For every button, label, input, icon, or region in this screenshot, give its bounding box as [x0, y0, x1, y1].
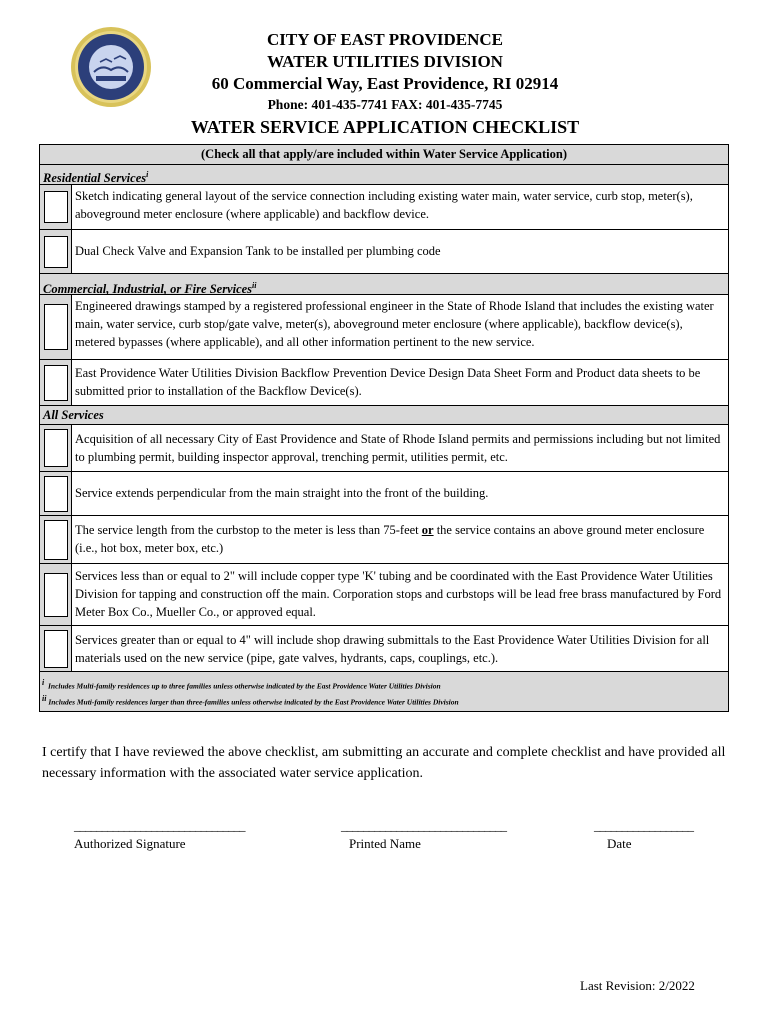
checklist-item-text: Services greater than or equal to 4" will include shop drawing submittals to the East Providence Water Utilities Division for all materials used on the new service (pipe, gate valves, hydrants, caps, couplings, etc.).	[75, 633, 710, 665]
checkbox-cell	[40, 564, 72, 625]
checkbox[interactable]	[44, 573, 68, 617]
checkbox-cell	[40, 626, 72, 671]
section-residential	[40, 165, 728, 185]
checkbox[interactable]	[44, 236, 68, 268]
section-label: Commercial, Industrial, or Fire Services	[43, 282, 253, 297]
checklist-row	[40, 295, 728, 360]
footnote-mark: i	[146, 170, 149, 179]
checkbox[interactable]	[44, 429, 68, 467]
checklist-item-text: Dual Check Valve and Expansion Tank to be installed per plumbing code	[75, 244, 441, 258]
signature-line[interactable]: _______________________________	[74, 818, 245, 833]
checkbox-cell	[40, 230, 72, 273]
city-name: CITY OF EAST PROVIDENCE	[267, 30, 503, 49]
checkbox-cell	[40, 425, 72, 471]
checklist-instructions: (Check all that apply/are included within Water Service Application)	[40, 145, 728, 165]
section-label: Residential Services	[43, 171, 147, 186]
checklist-item-text: The service length from the curbstop to the meter is less than 75-feet or the service contains an above ground meter enclosure (i.e., hot box, meter box, etc.)	[75, 523, 705, 555]
checkbox-cell	[40, 360, 72, 405]
checklist-row	[40, 185, 728, 230]
checkbox-cell	[40, 516, 72, 563]
printed-name-line[interactable]: ______________________________	[341, 818, 506, 833]
city-seal-icon	[70, 26, 152, 108]
section-label: All Services	[43, 408, 104, 422]
checklist-item-text: East Providence Water Utilities Division Backflow Prevention Device Design Data Sheet Form and Product data sheets to be submitted prior to installation of the Backflow Device(s).	[75, 366, 701, 398]
checklist-item-text: Services less than or equal to 2" will include copper type 'K' tubing and be coordinated with the East Providence Water Utilities Division for tapping and construction off the main. Corporation stops and curbstops will be lead free brass manufactured by Ford Meter Box Co., Mueller Co., or approved equal.	[75, 569, 722, 619]
date-line[interactable]: __________________	[594, 818, 693, 833]
checklist-row	[40, 472, 728, 516]
section-commercial	[40, 274, 728, 295]
address: 60 Commercial Way, East Providence, RI 02914	[211, 74, 559, 93]
checklist-item-text: Service extends perpendicular from the main straight into the front of the building.	[75, 486, 489, 500]
footnote: $^i$ Includes Multi-family residences up to three families unless otherwise indicated by the East Providence Water Utilities Division	[42, 678, 441, 691]
phone-fax: Phone: 401-435-7741 FAX: 401-435-7745	[267, 97, 503, 112]
checklist-row	[40, 230, 728, 274]
footnote-mark: ii	[252, 281, 257, 290]
checklist-row	[40, 626, 728, 672]
printed-name-label: Printed Name	[349, 836, 421, 851]
checklist-row	[40, 516, 728, 564]
checkbox-cell	[40, 185, 72, 229]
page-title: WATER SERVICE APPLICATION CHECKLIST	[190, 117, 580, 137]
checklist-item-text: Engineered drawings stamped by a registered professional engineer in the State of Rhode Island that includes the existing water main, water service, curb stop/gate valve, meter(s), aboveground meter enclosure (where applicable), backflow device(s), metered bypasses (where applicable), and all other information pertinent to the new service.	[75, 299, 714, 349]
last-revision: Last Revision: 2/2022	[580, 978, 695, 993]
signature-label: Authorized Signature	[74, 836, 186, 851]
checklist-row	[40, 425, 728, 472]
checkbox[interactable]	[44, 365, 68, 401]
emphasis-or: or	[421, 523, 434, 537]
checklist-row	[40, 360, 728, 406]
checkbox[interactable]	[44, 630, 68, 668]
checkbox-cell	[40, 472, 72, 515]
checklist-item-text: Acquisition of all necessary City of East Providence and State of Rhode Island permits and permissions including but not limited to plumbing permit, building inspector approval, trenching permit, utilities permit, etc.	[75, 432, 721, 464]
division-name: WATER UTILITIES DIVISION	[267, 52, 503, 71]
certification-statement: I certify that I have reviewed the above checklist, am submitting an accurate and complete checklist and have provided all necessary information with the associated water service application.	[42, 745, 726, 781]
footnotes	[40, 672, 728, 711]
checkbox-cell	[40, 295, 72, 359]
checkbox[interactable]	[44, 191, 68, 223]
checklist-table	[39, 144, 729, 712]
checkbox[interactable]	[44, 476, 68, 512]
checkbox[interactable]	[44, 304, 68, 350]
checkbox[interactable]	[44, 520, 68, 560]
section-all-services	[40, 406, 728, 425]
checklist-item-text: Sketch indicating general layout of the service connection including existing water main, water service, curb stop, meter(s), aboveground meter enclosure (where applicable) and backflow device.	[75, 189, 693, 221]
date-label: Date	[607, 836, 632, 851]
checklist-row	[40, 564, 728, 626]
footnote: $^{ii}$ Includes Muti-family residences larger than three-families unless otherwise indicated by the East Providence Water Utilities Division	[42, 694, 459, 707]
